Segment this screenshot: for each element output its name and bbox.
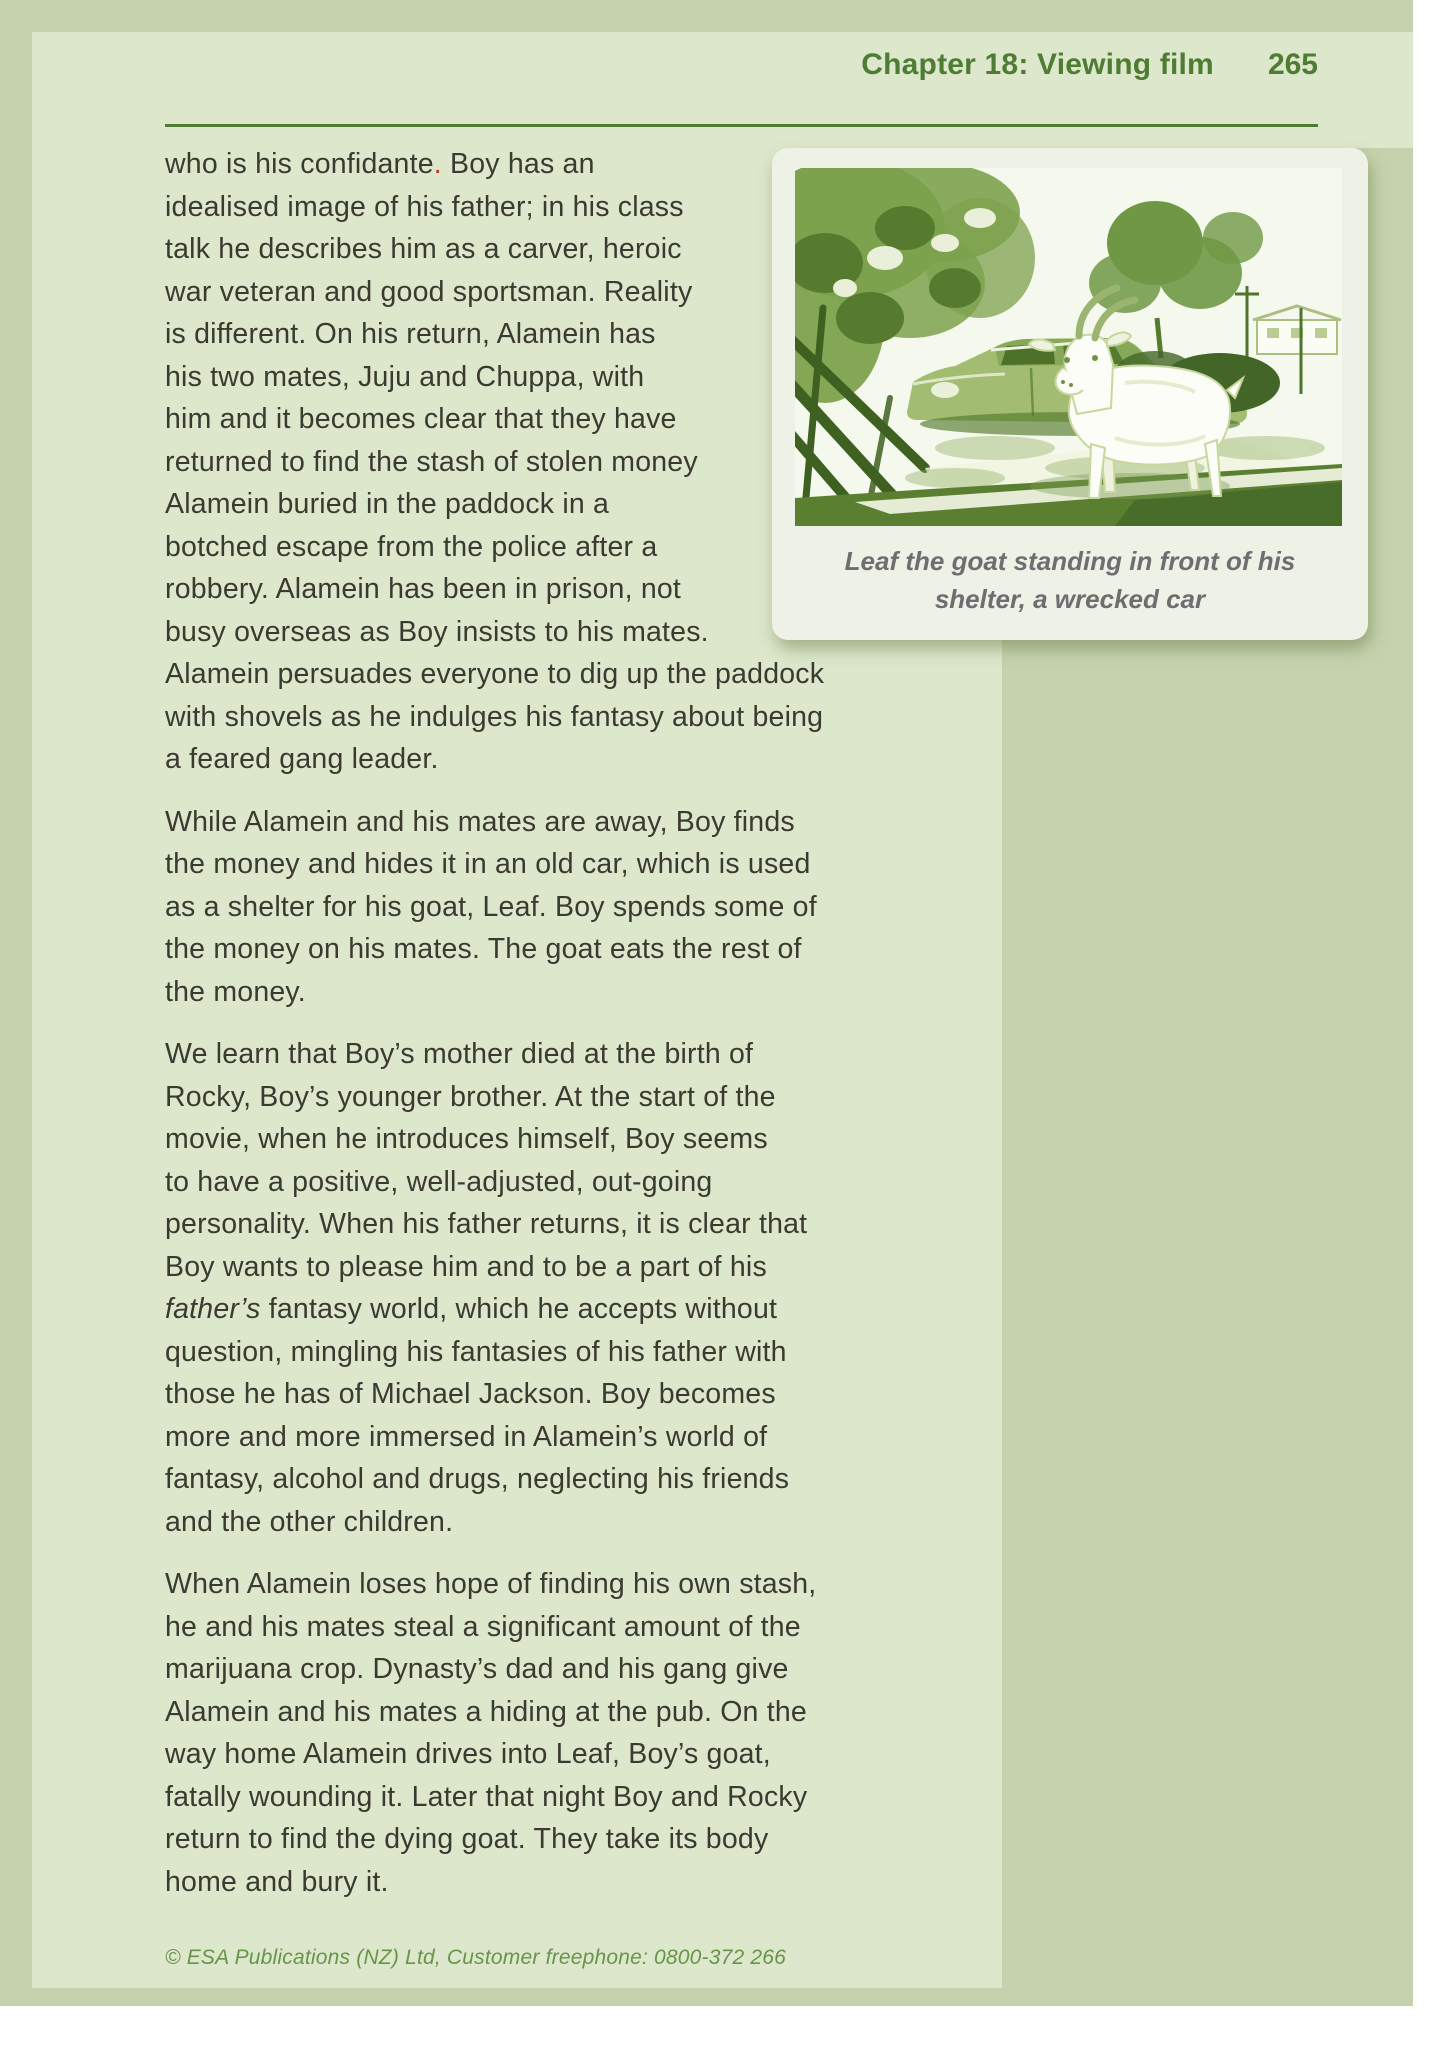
goat-photo-illustration	[795, 168, 1342, 526]
paragraph	[165, 1563, 925, 1903]
text-line: he and his mates steal a significant amount of the	[165, 1610, 801, 1643]
text-line: to have a positive, well-adjusted, out-going	[165, 1165, 713, 1198]
text-line: marijuana crop. Dynasty’s dad and his gang give	[165, 1653, 789, 1685]
text-line: more and more immersed in Alamein’s world of	[165, 1420, 768, 1453]
text-line: Alamein and his mates a hiding at the pub. On the	[165, 1695, 807, 1728]
caption-line: Leaf the goat standing in front of his	[844, 546, 1296, 576]
text-line: Rocky, Boy’s younger brother. At the start of the	[165, 1080, 776, 1113]
text-line: movie, when he introduces himself, Boy seems	[165, 1123, 768, 1155]
paragraph	[165, 1033, 925, 1543]
header-rule	[165, 124, 1318, 127]
page-number: 265	[1267, 48, 1318, 81]
text-line: busy overseas as Boy insists to his mates.	[165, 615, 709, 648]
text-line: question, mingling his fantasies of his father with	[165, 1335, 787, 1368]
text-line: is different. On his return, Alamein has	[165, 318, 656, 350]
text-line: a feared gang leader.	[165, 743, 439, 775]
text-line: personality. When his father returns, it is clear that	[165, 1208, 808, 1240]
caption-line: shelter, a wrecked car	[934, 584, 1206, 614]
text-line: returned to find the stash of stolen money	[165, 445, 698, 478]
text-line: We learn that Boy’s mother died at the birth of	[165, 1038, 754, 1070]
text-line: talk he describes him as a carver, heroic	[165, 233, 682, 265]
text-line: who is his confidante. Boy has an	[165, 148, 595, 180]
text-line: return to find the dying goat. They take its body	[165, 1823, 769, 1855]
text-line: robbery. Alamein has been in prison, not	[165, 573, 682, 605]
chapter-title: Chapter 18: Viewing film	[861, 48, 1214, 81]
text-line: him and it becomes clear that they have	[165, 403, 677, 435]
text-line: those he has of Michael Jackson. Boy becomes	[165, 1378, 776, 1410]
text-line: and the other children.	[165, 1505, 454, 1538]
figure-panel	[772, 148, 1368, 640]
paragraph	[165, 801, 925, 1014]
text-line: father’s fantasy world, which he accepts without	[165, 1293, 778, 1325]
text-line: the money and hides it in an old car, which is used	[165, 848, 811, 880]
chapter-header	[165, 48, 1318, 94]
text-line: the money.	[165, 975, 306, 1008]
text-line: Boy wants to please him and to be a part of his	[165, 1250, 767, 1283]
text-line: idealised image of his father; in his class	[165, 190, 684, 223]
text-line: as a shelter for his goat, Leaf. Boy spends some of	[165, 890, 817, 923]
text-line: the money on his mates. The goat eats the rest of	[165, 933, 802, 965]
text-line: his two mates, Juju and Chuppa, with	[165, 360, 645, 393]
text-line: fatally wounding it. Later that night Boy and Rocky	[165, 1780, 808, 1813]
text-line: with shovels as he indulges his fantasy about being	[165, 700, 824, 733]
text-line: When Alamein loses hope of finding his own stash,	[165, 1568, 817, 1600]
figure-caption	[772, 542, 1368, 618]
text-line: Alamein persuades everyone to dig up the paddock	[165, 658, 825, 690]
text-line: war veteran and good sportsman. Reality	[165, 275, 693, 308]
goat-photo	[795, 168, 1342, 526]
text-line: way home Alamein drives into Leaf, Boy’s goat,	[165, 1738, 771, 1770]
text-line: fantasy, alcohol and drugs, neglecting his friends	[165, 1463, 790, 1495]
text-line: While Alamein and his mates are away, Boy finds	[165, 805, 795, 838]
footer-copyright: © ESA Publications (NZ) Ltd, Customer freephone: 0800-372 266	[165, 1946, 787, 1969]
text-line: home and bury it.	[165, 1865, 389, 1898]
text-line: botched escape from the police after a	[165, 530, 658, 563]
text-line: Alamein buried in the paddock in a	[165, 488, 610, 520]
